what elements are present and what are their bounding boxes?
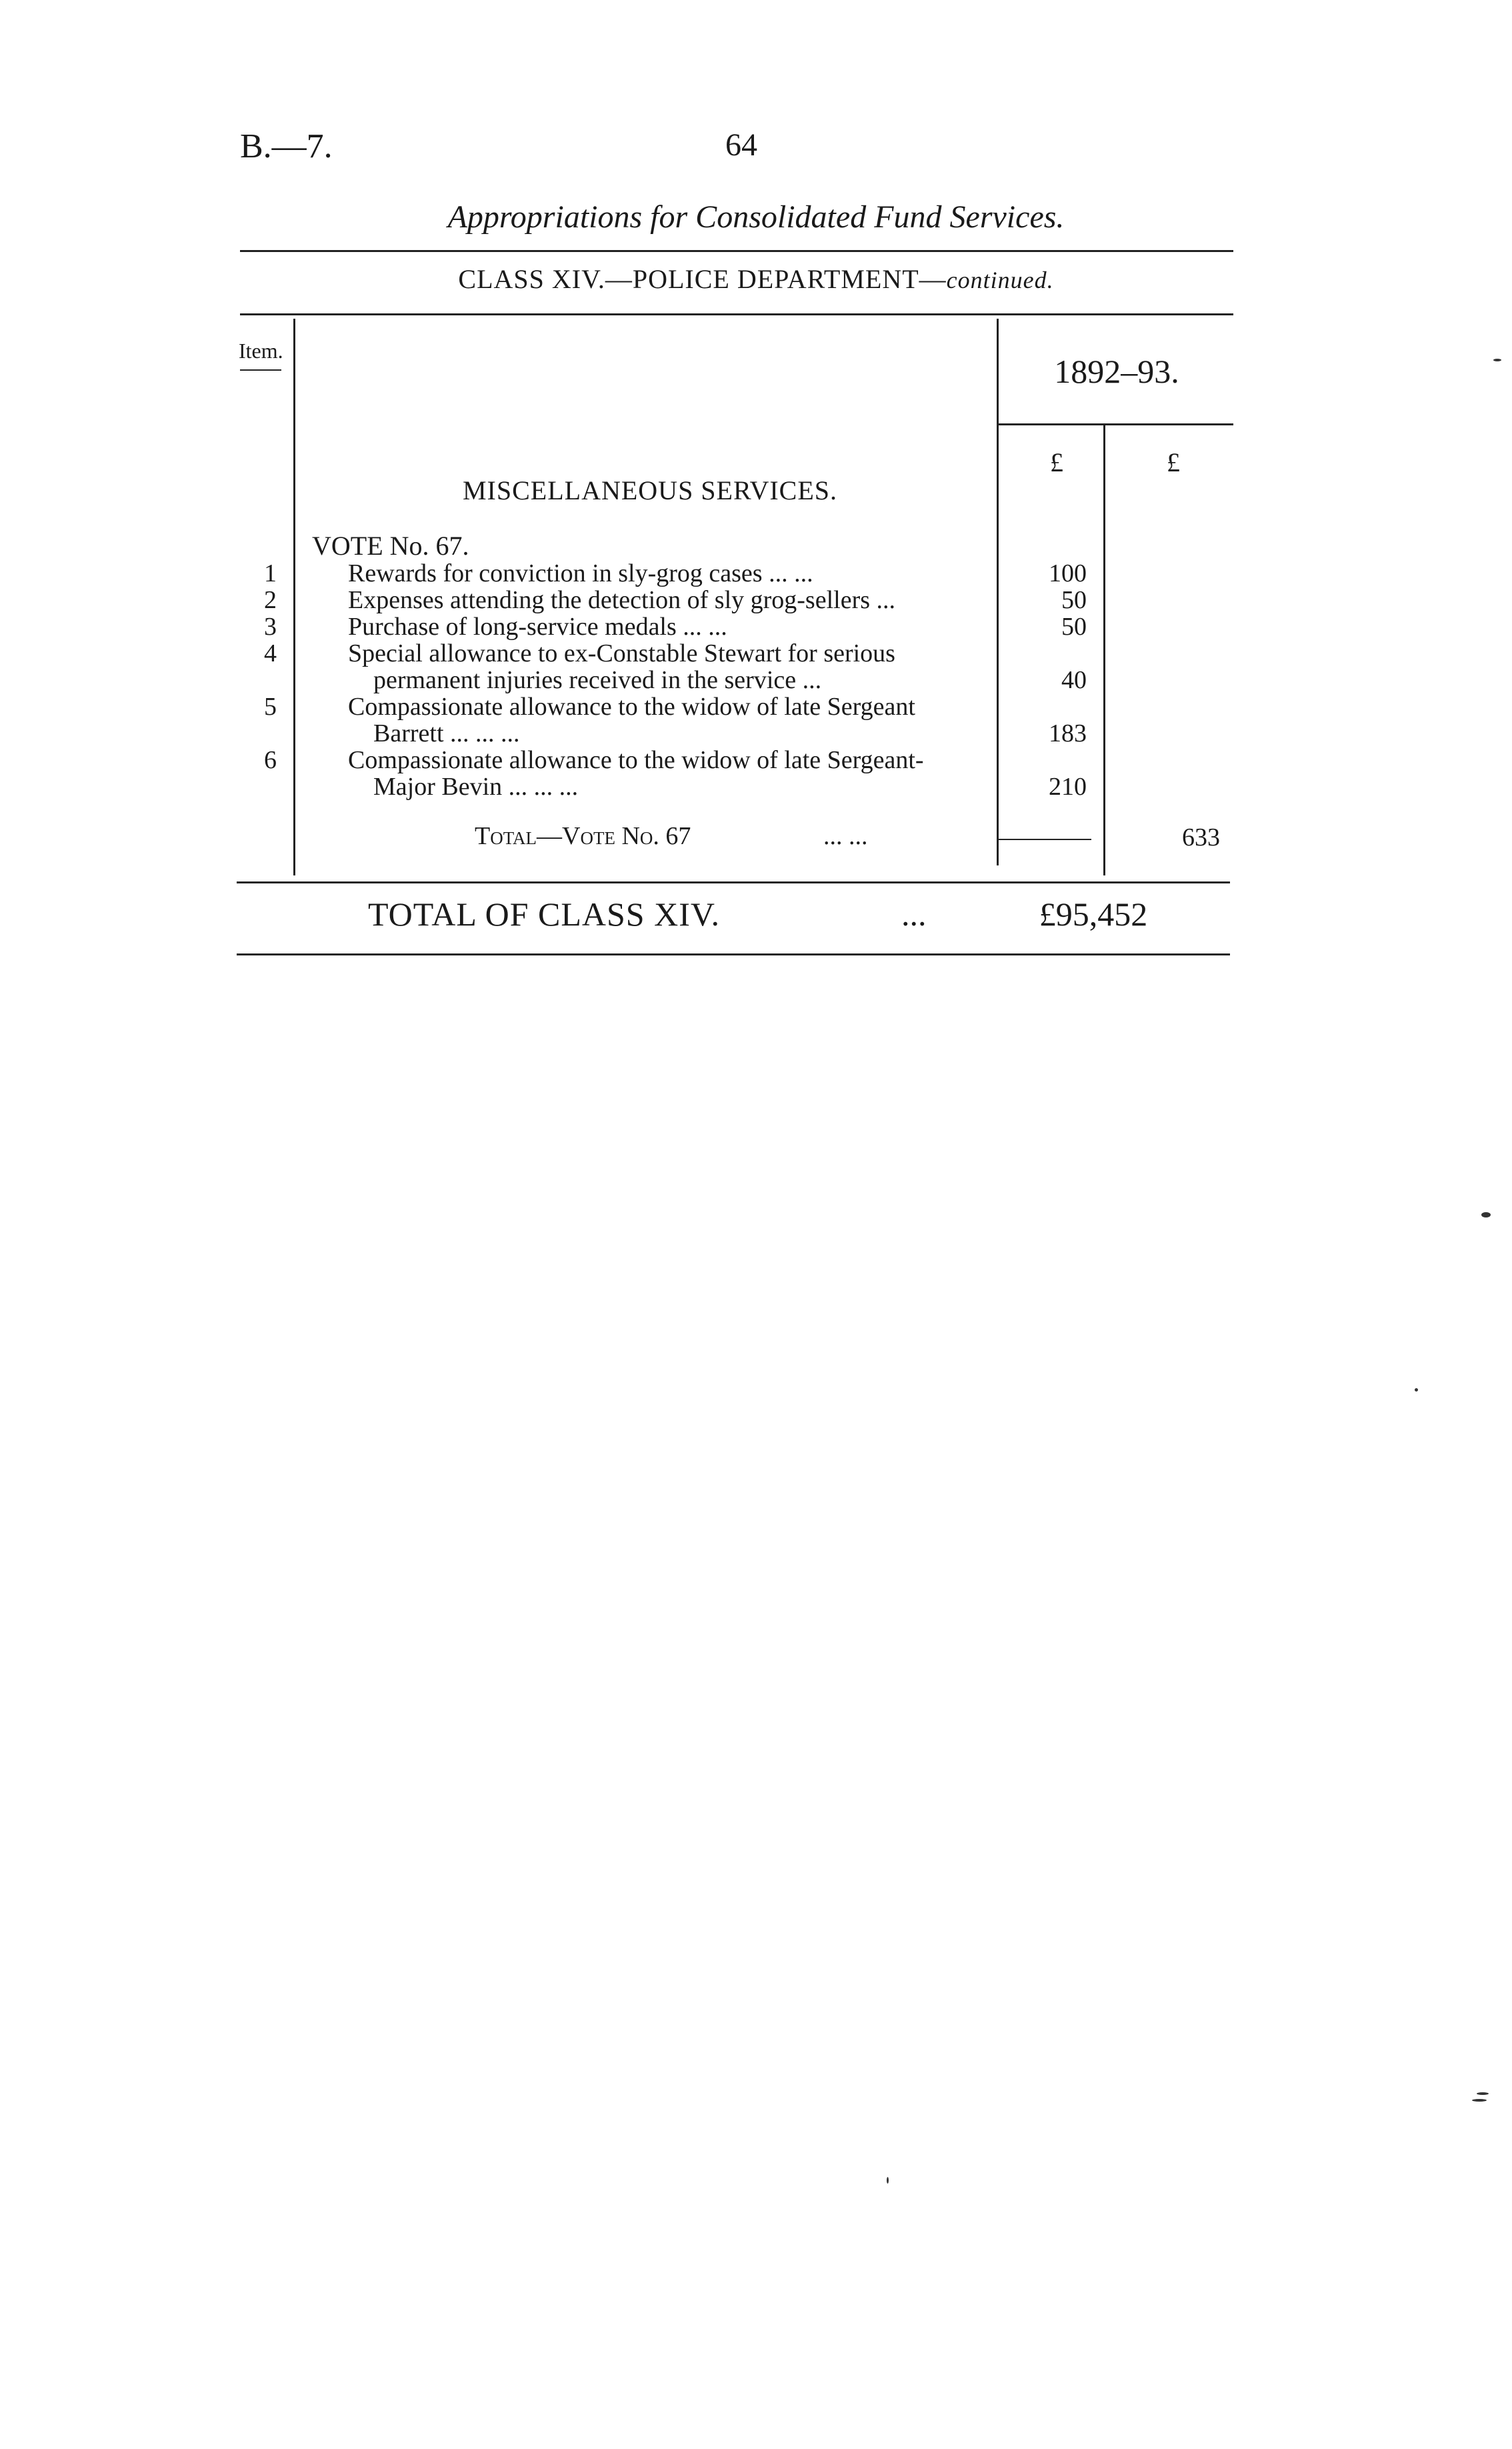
class-title-continued: continued. [946, 267, 1054, 293]
rule-year-underline [998, 423, 1233, 425]
item-description: Rewards for conviction in sly-grog cases ... ... [348, 559, 813, 587]
item-description-continued: Barrett ... ... ... [373, 719, 520, 747]
page-number: 64 [725, 127, 757, 163]
scan-speck [1481, 1212, 1491, 1217]
currency-symbol-left: £ [1050, 447, 1063, 477]
rule-class-total-top [237, 881, 1230, 883]
class-total-leader: ... [901, 895, 927, 933]
item-amount: 210 [1049, 773, 1087, 801]
rule-class-total-bottom [237, 953, 1230, 955]
item-amount: 40 [1061, 666, 1087, 694]
column-divider-item [293, 319, 295, 875]
rule-table-top [240, 313, 1233, 315]
item-amount: 50 [1061, 586, 1087, 614]
vote-total-label [475, 821, 691, 851]
item-amount: 100 [1049, 559, 1087, 587]
item-number: 2 [264, 586, 277, 614]
vote-title: VOTE No. 67. [312, 531, 469, 561]
item-number: 4 [264, 639, 277, 667]
column-divider-currency [1103, 425, 1105, 875]
document-reference: B.—7. [240, 127, 333, 165]
currency-symbol-right: £ [1167, 447, 1180, 477]
vote-total-text: Total—Vote No. 67 [475, 822, 691, 850]
item-description-continued: permanent injuries received in the service ... [373, 666, 822, 694]
class-title-text: CLASS XIV.—POLICE DEPARTMENT— [458, 264, 947, 294]
scan-speck [1415, 1388, 1418, 1392]
rule-item-underline [240, 369, 281, 371]
class-total-label: TOTAL OF CLASS XIV. [368, 895, 721, 933]
item-number: 6 [264, 746, 277, 774]
vote-total-leader: ... ... [823, 822, 868, 850]
item-amount: 183 [1049, 719, 1087, 747]
rule-subtotal [997, 839, 1091, 840]
item-description: Compassionate allowance to the widow of late Sergeant [348, 693, 915, 721]
scan-speck [1493, 359, 1501, 361]
section-title: MISCELLANEOUS SERVICES. [462, 475, 838, 505]
class-title [0, 263, 1512, 295]
item-description: Expenses attending the detection of sly grog-sellers ... [348, 586, 896, 614]
item-description: Purchase of long-service medals ... ... [348, 613, 727, 641]
item-number: 1 [264, 559, 277, 587]
item-description-continued: Major Bevin ... ... ... [373, 773, 579, 801]
rule-top [240, 250, 1233, 252]
class-total-amount: £95,452 [1039, 895, 1148, 933]
item-number: 3 [264, 613, 277, 641]
scan-speck [887, 2177, 889, 2184]
year-column-header: 1892–93. [1054, 353, 1179, 390]
scan-speck [1472, 2099, 1487, 2102]
item-column-header: Item. [239, 339, 283, 363]
vote-total-amount: 633 [1182, 823, 1220, 851]
item-description: Compassionate allowance to the widow of late Sergeant- [348, 746, 924, 774]
item-description: Special allowance to ex-Constable Stewart for serious [348, 639, 895, 667]
scan-speck [1477, 2092, 1489, 2095]
page-heading: Appropriations for Consolidated Fund Services. [447, 199, 1065, 235]
item-amount: 50 [1061, 613, 1087, 641]
item-number: 5 [264, 693, 277, 721]
